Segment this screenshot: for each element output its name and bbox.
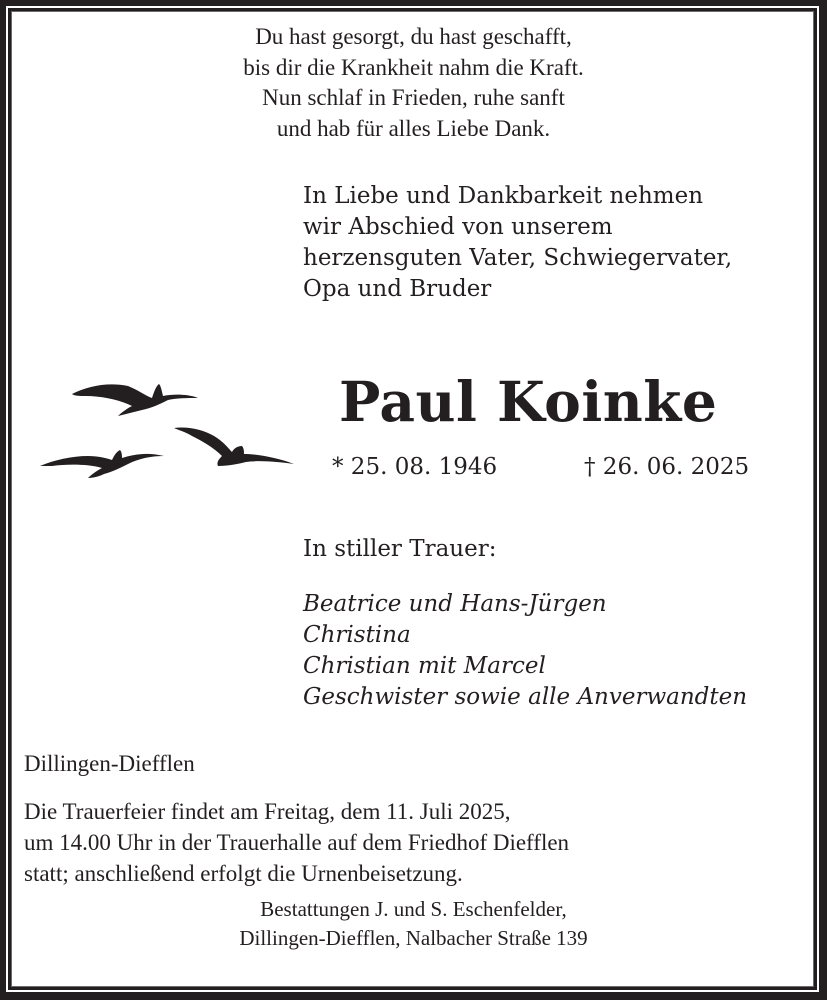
poem-line: Nun schlaf in Frieden, ruhe sanft <box>262 85 565 110</box>
death-date: † 26. 06. 2025 <box>584 454 750 480</box>
mourner-name: Geschwister sowie alle Anverwandten <box>303 684 748 710</box>
service-info <box>24 796 569 889</box>
mourners-list <box>303 589 747 713</box>
place-name: Dillingen-Diefflen <box>24 751 195 776</box>
undertaker-line: Bestattungen J. und S. Eschenfelder, <box>260 897 567 921</box>
undertaker-info <box>0 895 827 953</box>
intro-line: In Liebe und Dankbarkeit nehmen <box>303 183 704 209</box>
undertaker-line: Dillingen-Diefflen, Nalbacher Straße 139 <box>239 926 588 950</box>
poem-verse <box>0 22 827 144</box>
service-line: Die Trauerfeier findet am Freitag, dem 11. Juli 2025, <box>24 799 511 824</box>
poem-line: Du hast gesorgt, du hast geschafft, <box>255 24 572 49</box>
mourner-name: Christian mit Marcel <box>303 653 546 679</box>
deceased-name: Paul Koinke <box>339 369 718 434</box>
mourner-name: Beatrice und Hans-Jürgen <box>303 591 607 617</box>
birth-date: * 25. 08. 1946 <box>332 454 498 480</box>
intro-line: herzensguten Vater, Schwiegervater, <box>303 245 733 271</box>
mourners-heading: In stiller Trauer: <box>303 536 497 562</box>
flying-birds-icon <box>28 368 298 488</box>
poem-line: und hab für alles Liebe Dank. <box>276 115 551 141</box>
service-line: um 14.00 Uhr in der Trauerhalle auf dem Friedhof Diefflen <box>24 830 570 855</box>
poem-line: bis dir die Krankheit nahm die Kraft. <box>243 54 584 80</box>
farewell-intro <box>303 181 732 305</box>
service-line: statt; anschließend erfolgt die Urnenbeisetzung. <box>24 861 463 886</box>
intro-line: wir Abschied von unserem <box>303 214 613 240</box>
mourner-name: Christina <box>303 622 411 648</box>
intro-line: Opa und Bruder <box>303 276 492 302</box>
